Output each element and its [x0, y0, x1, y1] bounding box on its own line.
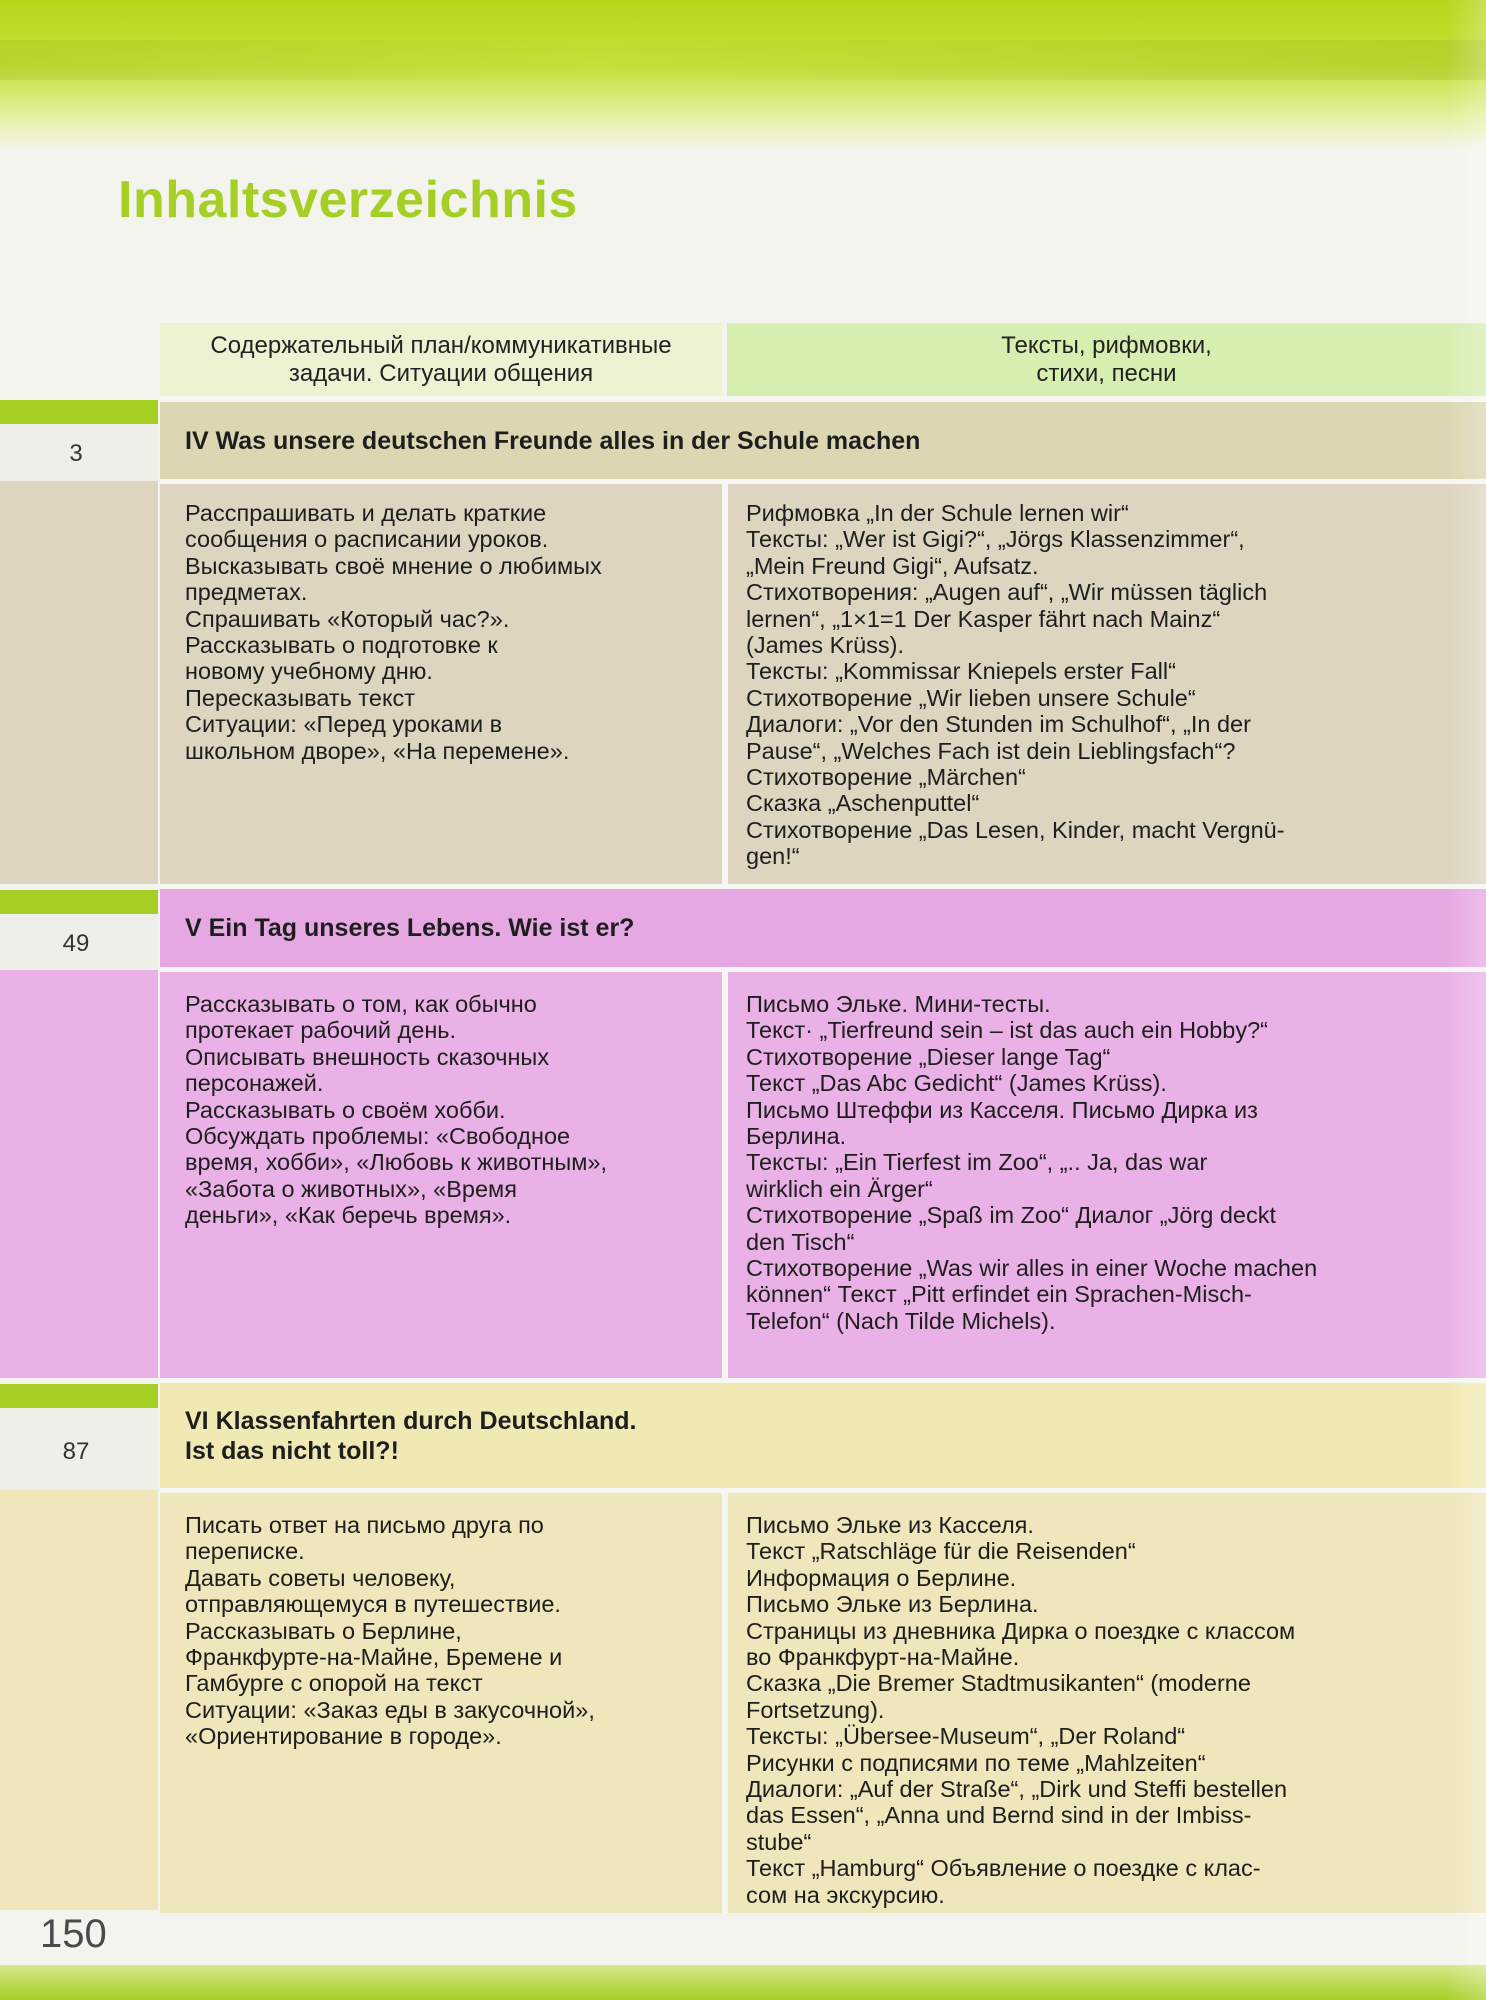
text-line: lernen“, „1×1=1 Der Kasper fährt nach Mainz“	[746, 605, 1221, 632]
text-line: Telefon“ (Nach Tilde Michels).	[746, 1307, 1056, 1334]
section-texts-cell	[728, 972, 1486, 1378]
text-line: Текст „Hamburg“ Объявление о поездке с клас-	[746, 1855, 1261, 1882]
plan-line: Франкфурте-на-Майне, Бремене и	[185, 1644, 563, 1671]
plan-line: переписке.	[185, 1538, 305, 1565]
left-margin-strip	[0, 970, 158, 1378]
text-line: во Франкфурт-на-Майне.	[746, 1644, 1020, 1671]
text-line: Диалоги: „Auf der Straße“, „Dirk und Steffi bestellen	[746, 1776, 1288, 1803]
section-texts-cell	[728, 1493, 1486, 1913]
plan-line: Ситуации: «Перед уроками в	[185, 711, 503, 738]
text-line: Сказка „Die Bremer Stadtmusikanten“ (moderne	[746, 1670, 1251, 1697]
text-line: Pause“, „Welches Fach ist dein Lieblingsfach“?	[746, 737, 1236, 764]
text-line: Письмо Эльке из Касселя.	[746, 1512, 1034, 1538]
text-line: „Mein Freund Gigi“, Aufsatz.	[746, 552, 1039, 579]
plan-line: персонажей.	[185, 1070, 324, 1097]
plan-line: «Ориентирование в городе».	[185, 1723, 502, 1750]
header-left-line: задачи. Ситуации общения	[288, 359, 594, 387]
section-plan-cell	[160, 1493, 722, 1913]
text-line: Стихотворение „Wir lieben unsere Schule“	[746, 684, 1196, 711]
plan-line: протекает рабочий день.	[185, 1017, 457, 1044]
page-number: 150	[40, 1912, 107, 1956]
text-line: (James Krüss).	[746, 632, 904, 659]
header-right-line: Тексты, рифмовки,	[1001, 331, 1212, 359]
text-line: gen!“	[746, 843, 800, 870]
plan-line: отправляющемуся в путешествие.	[185, 1591, 561, 1618]
plan-line: Ситуации: «Заказ еды в закусочной»,	[185, 1696, 595, 1723]
plan-line: Высказывать своё мнение о любимых	[185, 552, 602, 579]
text-line: Стихотворение „Spaß im Zoo“ Диалог „Jörg deckt	[746, 1202, 1276, 1229]
section-title: Ist das nicht toll?!	[185, 1436, 399, 1465]
plan-line: деньги», «Как беречь время».	[185, 1202, 512, 1229]
text-line: Рифмовка „In der Schule lernen wir“	[746, 500, 1129, 526]
section-page-number: 87	[62, 1438, 90, 1465]
section-marker	[0, 400, 158, 424]
plan-line: Описывать внешность сказочных	[185, 1043, 550, 1070]
text-line: Fortsetzung).	[746, 1696, 885, 1723]
text-line: сом на экскурсию.	[746, 1881, 945, 1908]
text-line: Текст „Das Abc Gedicht“ (James Krüss).	[746, 1070, 1167, 1097]
text-line: Стихотворение „Das Lesen, Kinder, macht Vergnü-	[746, 816, 1285, 843]
section-texts-cell	[728, 484, 1486, 884]
text-line: Берлина.	[746, 1123, 847, 1150]
text-line: Страницы из дневника Дирка о поездке с классом	[746, 1617, 1296, 1644]
plan-line: Пересказывать текст	[185, 684, 416, 711]
plan-line: сообщения о расписании уроков.	[185, 526, 549, 553]
page-title: Inhaltsverzeichnis	[118, 171, 578, 229]
top-decorative-band	[0, 0, 1486, 150]
section-title-bar	[160, 889, 1486, 967]
section-plan-cell	[160, 484, 722, 884]
text-line: Диалоги: „Vor den Stunden im Schulhof“, „In der	[746, 711, 1251, 738]
text-line: Стихотворение „Was wir alles in einer Woche machen	[746, 1255, 1318, 1282]
section-title: IV Was unsere deutschen Freunde alles in der Schule machen	[185, 426, 921, 455]
section-marker	[0, 890, 158, 914]
plan-line: Обсуждать проблемы: «Свободное	[185, 1123, 571, 1150]
text-line: Письмо Штеффи из Касселя. Письмо Дирка из	[746, 1096, 1258, 1123]
bottom-decorative-band	[0, 1965, 1486, 2000]
plan-line: школьном дворе», «На перемене».	[185, 737, 570, 764]
text-line: Текст· „Tierfreund sein – ist das auch ein Hobby?“	[746, 1017, 1268, 1044]
section-marker	[0, 1384, 158, 1408]
header-texts	[727, 323, 1486, 396]
plan-line: Рассказывать о Берлине,	[185, 1617, 462, 1644]
text-line: Сказка „Aschenputtel“	[746, 790, 980, 817]
plan-line: Расспрашивать и делать краткие	[185, 500, 547, 526]
section-title: V Ein Tag unseres Lebens. Wie ist er?	[185, 914, 635, 942]
plan-line: время, хобби», «Любовь к животным»,	[185, 1149, 608, 1176]
text-line: Письмо Эльке. Мини-тесты.	[746, 991, 1051, 1017]
plan-line: Гамбурге с опорой на текст	[185, 1670, 483, 1697]
plan-line: Спрашивать «Который час?».	[185, 605, 510, 632]
text-line: Письмо Эльке из Берлина.	[746, 1591, 1039, 1618]
section-page-number: 49	[62, 930, 90, 957]
left-margin-strip	[0, 481, 158, 884]
text-line: Тексты: „Kommissar Kniepels erster Fall“	[746, 658, 1176, 685]
plan-line: «Забота о животных», «Время	[185, 1175, 517, 1202]
section-title-bar	[160, 402, 1486, 479]
text-line: wirklich ein Ärger“	[746, 1175, 933, 1202]
left-margin-strip	[0, 1490, 158, 1910]
plan-line: предметах.	[185, 579, 308, 606]
text-line: Стихотворение „Dieser lange Tag“	[746, 1043, 1111, 1070]
text-line: Тексты: „Wer ist Gigi?“, „Jörgs Klassenzimmer“,	[746, 526, 1245, 553]
section-plan-cell	[160, 972, 722, 1378]
text-line: können“ Текст „Pitt erfindet ein Sprachen-Misch-	[746, 1281, 1252, 1308]
header-left-line: Содержательный план/коммуникативные	[210, 331, 672, 359]
text-line: Стихотворение „Märchen“	[746, 764, 1026, 791]
section-title: VI Klassenfahrten durch Deutschland.	[185, 1406, 637, 1435]
plan-line: Давать советы человеку,	[185, 1564, 456, 1591]
text-line: Стихотворения: „Augen auf“, „Wir müssen täglich	[746, 579, 1268, 606]
text-line: Тексты: „Übersee-Museum“, „Der Roland“	[746, 1723, 1186, 1750]
text-line: Текст „Ratschläge für die Reisenden“	[746, 1538, 1136, 1565]
plan-line: новому учебному дню.	[185, 658, 433, 685]
text-line: stube“	[746, 1828, 812, 1855]
section-title-bar	[160, 1383, 1486, 1488]
plan-line: Рассказывать о своём хобби.	[185, 1096, 506, 1123]
plan-line: Рассказывать о том, как обычно	[185, 991, 537, 1017]
header-right-line: стихи, песни	[1036, 359, 1177, 387]
header-content-plan	[160, 323, 722, 396]
text-line: Рисунки с подписями по теме „Mahlzeiten“	[746, 1749, 1206, 1776]
text-line: das Essen“, „Anna und Bernd sind in der Imbiss-	[746, 1802, 1252, 1829]
text-line: den Tisch“	[746, 1228, 855, 1255]
plan-line: Рассказывать о подготовке к	[185, 632, 498, 659]
text-line: Информация о Берлине.	[746, 1564, 1017, 1591]
section-page-number: 3	[69, 440, 83, 467]
text-line: Тексты: „Ein Tierfest im Zoo“, „.. Ja, das war	[746, 1149, 1208, 1176]
plan-line: Писать ответ на письмо друга по	[185, 1512, 544, 1538]
